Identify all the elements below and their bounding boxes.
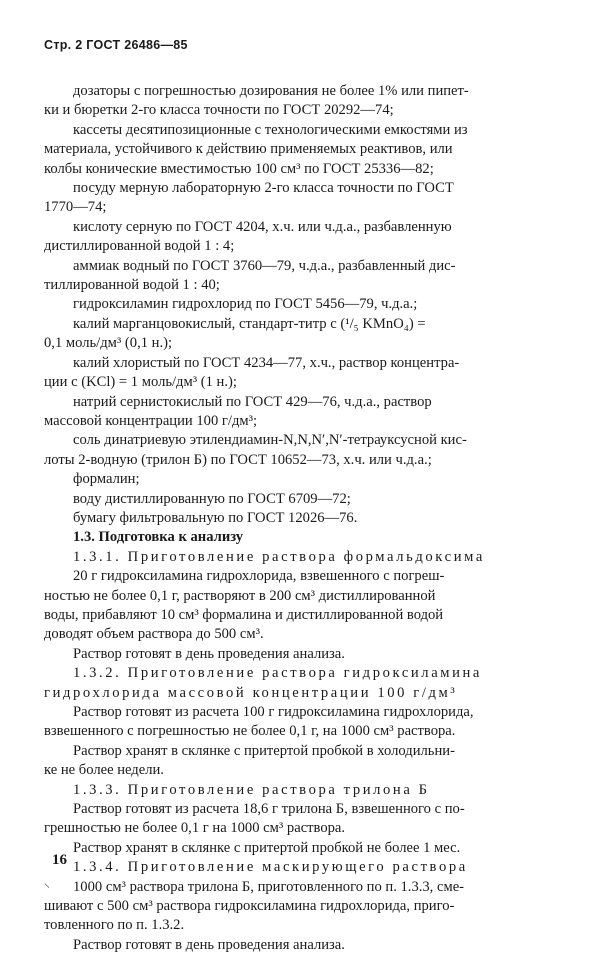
text-line: дистиллированной водой 1 : 4;	[44, 238, 235, 255]
text-line: 0,1 моль/дм³ (0,1 н.);	[44, 335, 173, 352]
document-body	[44, 82, 571, 955]
text-line: Раствор готовят из расчета 100 г гидроксиламина гидрохлорида,	[73, 704, 474, 720]
text-line: ки и бюретки 2-го класса точности по ГОСТ 20292—74;	[44, 102, 394, 119]
text-line: 1.3.3. Приготовление раствора трилона Б	[73, 781, 430, 798]
text-line: 1.3.1. Приготовление раствора формальдоксима	[73, 548, 485, 565]
text-line: колбы конические вместимостью 100 см³ по ГОСТ 25336—82;	[44, 160, 434, 177]
text-line: шивают с 500 см³ раствора гидроксиламина гидрохлорида, приго-	[44, 898, 455, 915]
text-line: гидрохлорида массовой концентрации 100 г/дм³	[44, 684, 458, 701]
text-line: натрий сернистокислый по ГОСТ 429—76, ч.д.а., раствор	[73, 393, 432, 410]
text-line: Раствор хранят в склянке с притертой пробкой в холодильни-	[73, 742, 455, 759]
text-line: кислоту серную по ГОСТ 4204, х.ч. или ч.д.а., разбавленную	[73, 218, 452, 235]
text-line: Раствор готовят в день проведения анализа.	[73, 645, 345, 662]
text-line: калий хлористый по ГОСТ 4234—77, х.ч., раствор концентра-	[73, 354, 460, 371]
page-number: 16	[52, 852, 67, 868]
text-line: бумагу фильтровальную по ГОСТ 12026—76.	[73, 509, 358, 526]
text-line: 1.3.2. Приготовление раствора гидроксиламина	[73, 665, 483, 682]
text-line: воды, прибавляют 10 см³ формалина и дистиллированной водой	[44, 606, 444, 623]
text-line: лоты 2-водную (трилон Б) по ГОСТ 10652—73, х.ч. или ч.д.а.;	[44, 451, 432, 468]
text-line: соль динатриевую этилендиамин-N,N,N′,N′-тетрауксусной кис-	[73, 432, 467, 449]
text-line: дозаторы с погрешностью дозирования не более 1% или пипет-	[73, 83, 469, 99]
text-line: формалин;	[73, 471, 140, 488]
text-line: ностью не более 0,1 г, растворяют в 200 см³ дистиллированной	[44, 587, 436, 604]
text-line: посуду мерную лабораторную 2-го класса точности по ГОСТ	[73, 180, 454, 197]
text-line: Раствор готовят в день проведения анализа.	[73, 936, 345, 953]
text-line: тиллированной водой 1 : 40;	[44, 277, 220, 294]
text-line: кассеты десятипозиционные с технологическими емкостями из	[73, 121, 468, 138]
text-line: гидроксиламин гидрохлорид по ГОСТ 5456—79, ч.д.а.;	[73, 296, 418, 313]
text-line: материала, устойчивого к действию применяемых реактивов, или	[44, 141, 453, 158]
text-line: ции с (KCl) = 1 моль/дм³ (1 н.);	[44, 374, 237, 391]
text-line: грешностью не более 0,1 г на 1000 см³ раствора.	[44, 820, 346, 837]
text-line: Раствор хранят в склянке с притертой пробкой не более 1 мес.	[73, 839, 461, 856]
text-line: 1000 см³ раствора трилона Б, приготовленного по п. 1.3.3, сме-	[73, 878, 465, 895]
text-line: товленного по п. 1.3.2.	[44, 917, 185, 934]
text-line: 1.3. Подготовка к анализу	[73, 529, 244, 546]
page-header: Стр. 2 ГОСТ 26486—85	[44, 38, 188, 52]
scan-mark: ⸜	[44, 876, 51, 890]
text-line: воду дистиллированную по ГОСТ 6709—72;	[73, 490, 351, 507]
text-line: 20 г гидроксиламина гидрохлорида, взвешенного с погреш-	[73, 568, 445, 585]
text-line: ке не более недели.	[44, 762, 164, 779]
text-line: 1.3.4. Приготовление маскирующего раствора	[73, 859, 468, 876]
text-line: калий марганцовокислый, стандарт-титр с (¹/₅ KMnO₄) =	[73, 315, 426, 332]
text-line: массовой концентрации 100 г/дм³;	[44, 412, 258, 429]
text-line: Раствор готовят из расчета 18,6 г трилона Б, взвешенного с по-	[73, 801, 465, 818]
text-line: взвешенного с погрешностью не более 0,1 г, на 1000 см³ раствора.	[44, 723, 456, 740]
text-line: доводят объем раствора до 500 см³.	[44, 626, 264, 643]
text-line: 1770—74;	[44, 199, 107, 216]
text-line: аммиак водный по ГОСТ 3760—79, ч.д.а., разбавленный дис-	[73, 257, 456, 274]
